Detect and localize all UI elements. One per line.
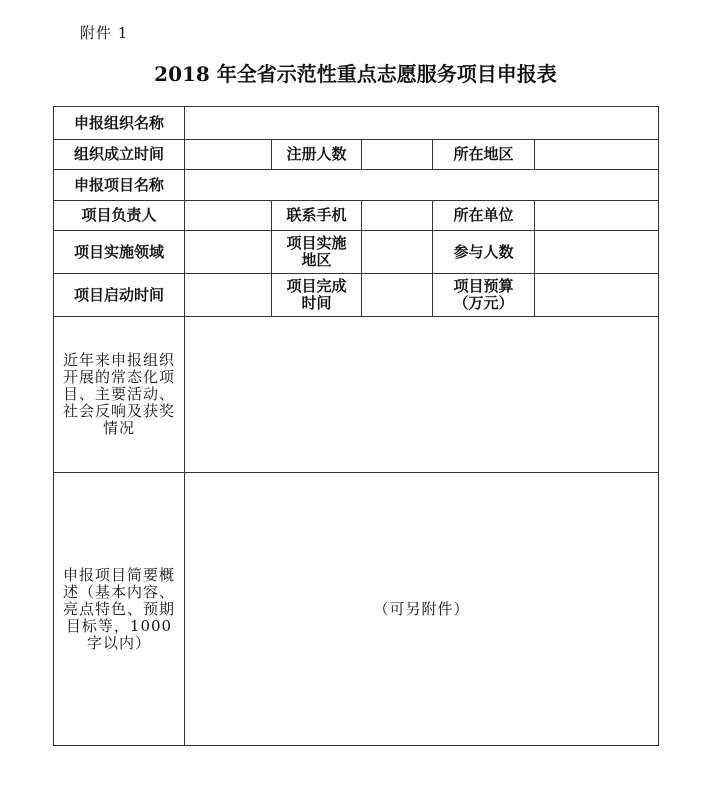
label-registered-count: 注册人数 — [272, 140, 362, 170]
label-participants: 参与人数 — [433, 231, 535, 274]
label-region: 所在地区 — [433, 140, 535, 170]
label-budget-line1: 项目预算 — [453, 277, 514, 295]
form-title: 2018 年全省示范性重点志愿服务项目申报表 — [154, 62, 557, 86]
input-region[interactable] — [535, 140, 659, 170]
label-project-field: 项目实施领域 — [54, 231, 185, 274]
row-summary — [54, 473, 659, 746]
input-project-leader[interactable] — [185, 201, 272, 231]
label-finish-time-line1: 项目完成 — [286, 277, 347, 295]
label-project-area-line2: 地区 — [301, 251, 332, 269]
row-project-name — [54, 170, 659, 201]
input-participants[interactable] — [535, 231, 659, 274]
label-project-area-line1: 项目实施 — [286, 234, 347, 252]
row-project-field — [54, 231, 659, 274]
input-start-time[interactable] — [185, 274, 272, 317]
application-form-table — [53, 106, 659, 746]
input-project-area[interactable] — [362, 231, 433, 274]
label-start-time: 项目启动时间 — [54, 274, 185, 317]
input-org-founded[interactable] — [185, 140, 272, 170]
label-history: 近年来申报组织开展的常态化项目、主要活动、社会反响及获奖情况 — [54, 317, 185, 473]
label-summary: 申报项目简要概述（基本内容、亮点特色、预期目标等，1000 字以内） — [54, 473, 185, 746]
row-org-founded — [54, 140, 659, 170]
input-budget[interactable] — [535, 274, 659, 317]
label-unit: 所在单位 — [433, 201, 535, 231]
label-mobile: 联系手机 — [272, 201, 362, 231]
input-registered-count[interactable] — [362, 140, 433, 170]
label-project-area — [272, 231, 362, 274]
input-history[interactable] — [185, 317, 659, 473]
label-project-name: 申报项目名称 — [54, 170, 185, 201]
input-project-name[interactable] — [185, 170, 659, 201]
label-budget-line2: （万元） — [453, 294, 514, 312]
label-finish-time — [272, 274, 362, 317]
row-history — [54, 317, 659, 473]
label-org-founded: 组织成立时间 — [54, 140, 185, 170]
input-unit[interactable] — [535, 201, 659, 231]
row-start-time — [54, 274, 659, 317]
summary-note: （可另附件） — [373, 599, 470, 618]
row-org-name — [54, 107, 659, 140]
input-mobile[interactable] — [362, 201, 433, 231]
input-finish-time[interactable] — [362, 274, 433, 317]
input-summary[interactable] — [185, 473, 659, 746]
label-project-leader: 项目负责人 — [54, 201, 185, 231]
attachment-label: 附件 1 — [80, 24, 129, 42]
label-budget — [433, 274, 535, 317]
label-org-name: 申报组织名称 — [54, 107, 185, 140]
label-finish-time-line2: 时间 — [301, 294, 332, 312]
row-project-leader — [54, 201, 659, 231]
input-org-name[interactable] — [185, 107, 659, 140]
input-project-field[interactable] — [185, 231, 272, 274]
